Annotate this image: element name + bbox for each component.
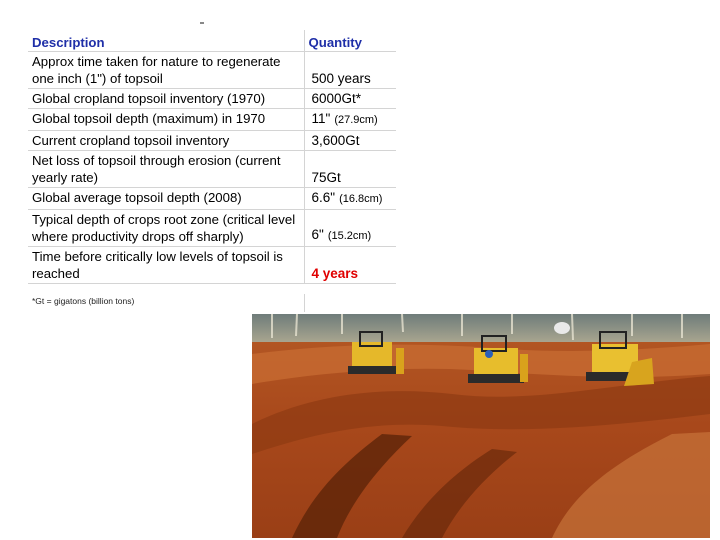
quantity-value: 4 years [311, 266, 359, 281]
row-quantity [304, 89, 396, 109]
soil-clearing-image [252, 314, 710, 538]
table-header-row [28, 30, 396, 52]
quantity-value: 75Gt [311, 170, 341, 185]
quantity-value: 3,600Gt [311, 133, 360, 148]
quantity-value: 11" [311, 111, 331, 126]
table-row [28, 210, 396, 247]
bulldozers-photo [250, 312, 712, 540]
row-description: Global cropland topsoil inventory (1970) [28, 89, 304, 109]
quantity-metric: (27.9cm) [334, 114, 378, 126]
quantity-value: 6" [311, 227, 324, 242]
footnote: *Gt = gigatons (billion tons) [32, 296, 135, 306]
row-quantity [304, 210, 396, 247]
water-tank [554, 322, 570, 334]
column-divider [304, 294, 305, 312]
table-row [28, 131, 396, 151]
row-description: Time before critically low levels of topsoil is reached [28, 247, 304, 284]
row-description: Global average topsoil depth (2008) [28, 188, 304, 210]
row-description: Approx time taken for nature to regenerate one inch (1") of topsoil [28, 52, 304, 89]
quantity-metric: (16.8cm) [339, 193, 383, 205]
quantity-value: 500 years [311, 71, 371, 86]
table-row [28, 188, 396, 210]
quantity-metric: (15.2cm) [327, 230, 372, 242]
row-quantity [304, 188, 396, 210]
row-quantity [304, 151, 396, 188]
table-row [28, 109, 396, 131]
decorative-mark [200, 22, 204, 24]
row-quantity [304, 247, 396, 284]
row-quantity [304, 131, 396, 151]
header-description: Description [28, 30, 304, 52]
row-quantity [304, 52, 396, 89]
quantity-value: 6000Gt* [311, 91, 362, 106]
row-description: Typical depth of crops root zone (critical level where productivity drops off sharply) [28, 210, 304, 247]
data-table [28, 30, 396, 284]
row-description: Global topsoil depth (maximum) in 1970 [28, 109, 304, 131]
row-description: Net loss of topsoil through erosion (current yearly rate) [28, 151, 304, 188]
row-quantity [304, 109, 396, 131]
header-quantity: Quantity [304, 30, 396, 52]
table-row [28, 151, 396, 188]
quantity-value: 6.6" [311, 190, 336, 205]
table-row [28, 89, 396, 109]
topsoil-table [28, 30, 396, 284]
table-row [28, 52, 396, 89]
row-description: Current cropland topsoil inventory [28, 131, 304, 151]
table-row [28, 247, 396, 284]
table-body [28, 52, 396, 284]
